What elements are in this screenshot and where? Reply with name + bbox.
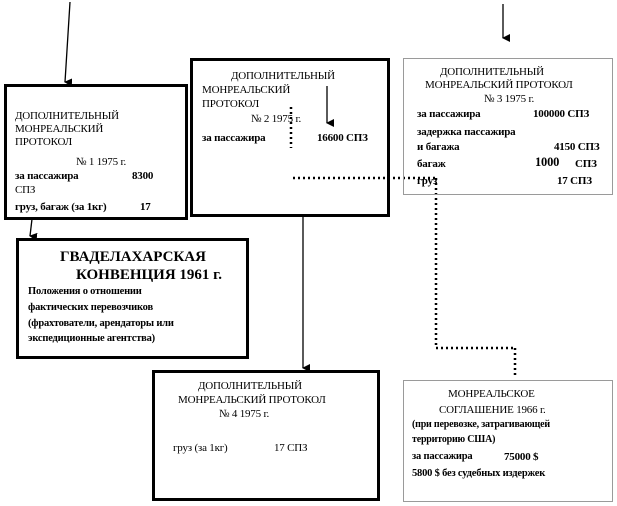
protocol2-number: № 2 1975 г. [251,113,302,125]
protocol3-delay-label1: задержка пассажира [417,126,516,138]
agreement-title-line1: МОНРЕАЛЬСКОЕ [448,388,535,400]
agreement-title-line2: СОГЛАШЕНИЕ 1966 г. [439,404,546,416]
agreement-line3: 5800 $ без судебных издержек [412,468,546,479]
protocol2-title-line1: ДОПОЛНИТЕЛЬНЫЙ [231,70,335,82]
protocol3-delay-label2: и багажа [417,141,460,153]
guadalajara-box [16,238,249,359]
protocol1-number: № 1 1975 г. [76,156,127,168]
protocol1-passenger-label: за пассажира [15,170,79,182]
protocol1-cargo-value: 17 [140,201,151,213]
agreement-passenger-value: 75000 $ [504,451,539,463]
protocol3-cargo-value: 17 СПЗ [557,175,592,187]
agreement-passenger-label: за пассажира [412,451,473,462]
protocol3-passenger-value: 100000 СПЗ [533,108,590,120]
protocol3-baggage-value: 1000 [535,155,560,169]
protocol3-number: № 3 1975 г. [484,93,535,105]
protocol2-title-line3: ПРОТОКОЛ [202,98,259,110]
protocol3-box [403,58,613,195]
protocol4-cargo-label: груз (за 1кг) [173,442,228,454]
agreement-line1: (при перевозке, затрагивающей [412,419,550,430]
guadalajara-line3: (фрахтователи, арендаторы или [28,318,174,329]
protocol3-delay-value: 4150 СПЗ [554,141,600,153]
protocol2-box [190,58,390,217]
protocol3-title-line1: ДОПОЛНИТЕЛЬНЫЙ [440,66,544,78]
protocol1-box [4,84,188,220]
guadalajara-title-line1: ГВАДЕЛАХАРСКАЯ [60,249,206,265]
protocol4-title-line1: ДОПОЛНИТЕЛЬНЫЙ [198,380,302,392]
protocol1-title-line2: МОНРЕАЛЬСКИЙ [15,123,104,135]
agreement-line2: территорию США) [412,434,496,445]
protocol1-passenger-unit: СПЗ [15,184,36,196]
protocol3-baggage-label: багаж [417,158,446,170]
protocol2-passenger-label: за пассажира [202,132,266,144]
protocol4-box [152,370,380,501]
protocol4-title-line2: МОНРЕАЛЬСКИЙ ПРОТОКОЛ [178,394,326,406]
guadalajara-title-line2: КОНВЕНЦИЯ 1961 г. [76,267,223,283]
protocol2-title-line2: МОНРЕАЛЬСКИЙ [202,84,291,96]
protocol1-title-line3: ПРОТОКОЛ [15,136,72,148]
agreement-box [403,380,613,502]
protocol4-number: № 4 1975 г. [219,408,270,420]
guadalajara-line2: фактических перевозчиков [28,302,153,313]
arrow-to-guadalajara [30,219,32,236]
protocol3-passenger-label: за пассажира [417,108,481,120]
protocol3-title-line2: МОНРЕАЛЬСКИЙ ПРОТОКОЛ [425,79,573,91]
protocol2-passenger-value: 16600 СПЗ [317,132,368,144]
protocol3-cargo-label: груз [417,175,438,187]
protocol1-passenger-value: 8300 [132,170,154,182]
arrow-top-left [65,2,70,82]
guadalajara-line4: экспедиционные агентства) [28,333,155,344]
guadalajara-line1: Положения о отношении [28,286,142,297]
protocol4-cargo-value: 17 СПЗ [274,442,308,454]
protocol1-cargo-label: груз, багаж (за 1кг) [15,201,107,213]
protocol3-baggage-unit: СПЗ [575,158,597,170]
protocol1-title-line1: ДОПОЛНИТЕЛЬНЫЙ [15,110,119,122]
